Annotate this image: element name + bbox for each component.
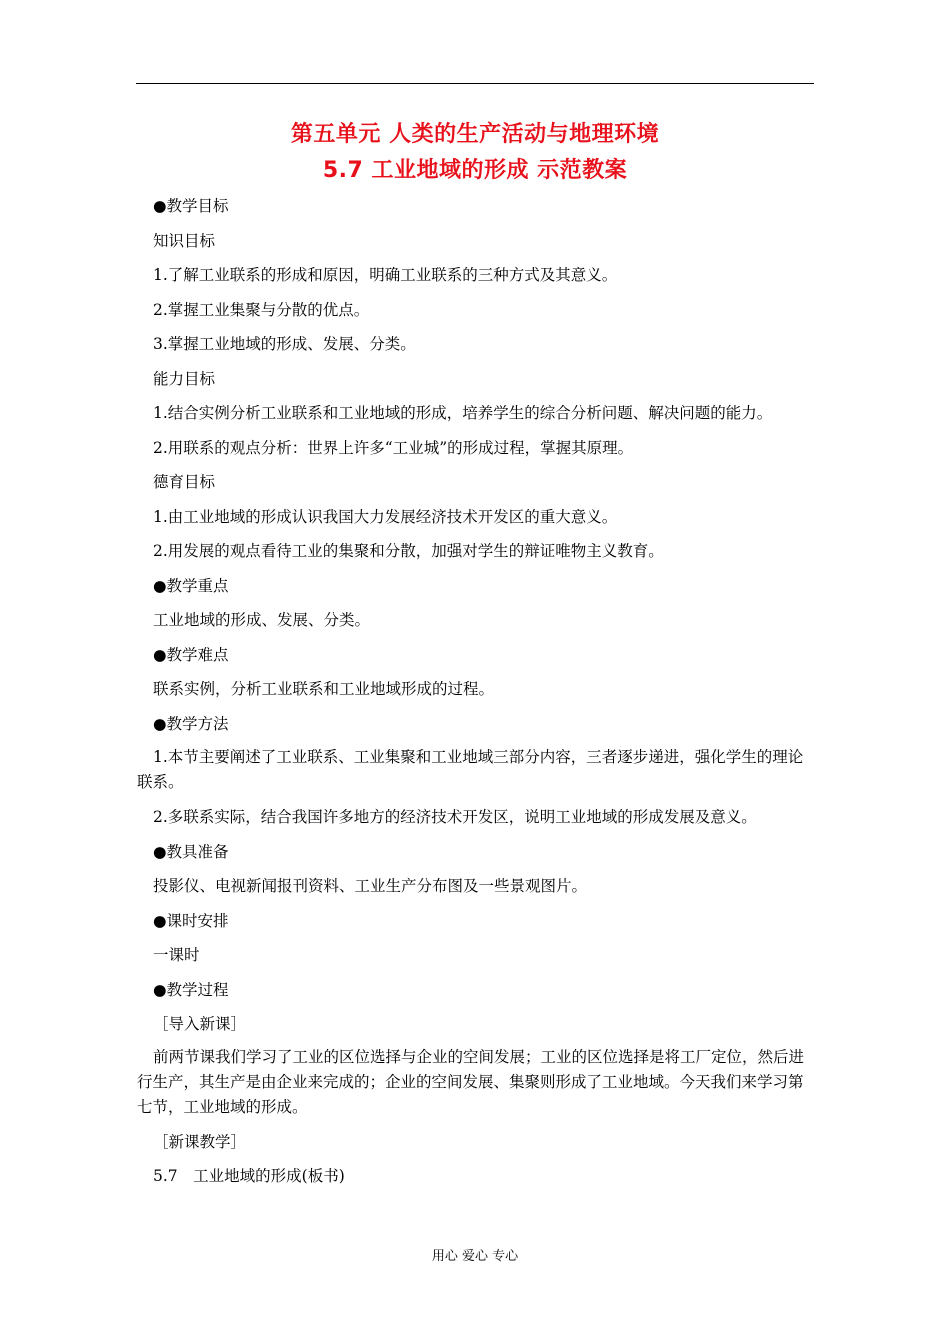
subheading-ability: 能力目标 bbox=[153, 370, 216, 388]
intro-paragraph: 前两节课我们学习了工业的区位选择与企业的空间发展；工业的区位选择是将工厂定位，然后进行生产，其生产是由企业来完成的；企业的空间发展、集聚则形成了工业地域。今天我们来学习第七节，工业地域的形成。 bbox=[137, 1048, 805, 1116]
body-text: 联系实例，分析工业联系和工业地域形成的过程。 bbox=[153, 680, 495, 698]
list-item: 1.了解工业联系的形成和原因，明确工业联系的三种方式及其意义。 bbox=[153, 266, 618, 284]
subheading-knowledge: 知识目标 bbox=[153, 232, 216, 250]
list-item: 2.掌握工业集聚与分散的优点。 bbox=[153, 301, 370, 319]
list-item: 2.用发展的观点看待工业的集聚和分散，加强对学生的辩证唯物主义教育。 bbox=[153, 542, 664, 560]
header-rule bbox=[136, 83, 814, 84]
section-heading-difficulties: ● 教学难点 bbox=[153, 644, 229, 666]
page-footer: 用心 爱心 专心 bbox=[431, 1249, 519, 1264]
section-heading-methods: ● 教学方法 bbox=[153, 713, 229, 735]
list-item: 1.由工业地域的形成认识我国大力发展经济技术开发区的重大意义。 bbox=[153, 508, 618, 526]
list-item: 3.掌握工业地域的形成、发展、分类。 bbox=[153, 335, 416, 353]
section-heading-schedule: ● 课时安排 bbox=[153, 910, 229, 932]
subheading-moral: 德育目标 bbox=[153, 473, 216, 491]
subheading-new-lesson: ［新课教学］ bbox=[153, 1133, 247, 1151]
list-item: 1.结合实例分析工业联系和工业地域的形成，培养学生的综合分析问题、解决问题的能力。 bbox=[153, 404, 773, 422]
list-item: 2.多联系实际，结合我国许多地方的经济技术开发区，说明工业地域的形成发展及意义。 bbox=[153, 808, 757, 826]
section-heading-process: ● 教学过程 bbox=[153, 979, 229, 1001]
subheading-intro: ［导入新课］ bbox=[153, 1015, 247, 1033]
page-subtitle: 5.7 工业地域的形成 示范教案 bbox=[322, 158, 628, 183]
body-text: 投影仪、电视新闻报刊资料、工业生产分布图及一些景观图片。 bbox=[153, 877, 588, 895]
list-item: 1.本节主要阐述了工业联系、工业集聚和工业地域三部分内容，三者逐步递进，强化学生的理论联系。 bbox=[137, 748, 804, 791]
section-heading-key-points: ● 教学重点 bbox=[153, 575, 229, 597]
section-heading-materials: ● 教具准备 bbox=[153, 841, 229, 863]
body-text: 一课时 bbox=[153, 946, 200, 964]
page-title: 第五单元 人类的生产活动与地理环境 bbox=[290, 122, 660, 147]
list-item: 2.用联系的观点分析：世界上许多“工业城”的形成过程，掌握其原理。 bbox=[153, 439, 634, 457]
body-text: 工业地域的形成、发展、分类。 bbox=[153, 611, 371, 629]
section-heading-objectives: ● 教学目标 bbox=[153, 195, 229, 217]
board-note: 5.7 工业地域的形成(板书) bbox=[153, 1167, 345, 1185]
